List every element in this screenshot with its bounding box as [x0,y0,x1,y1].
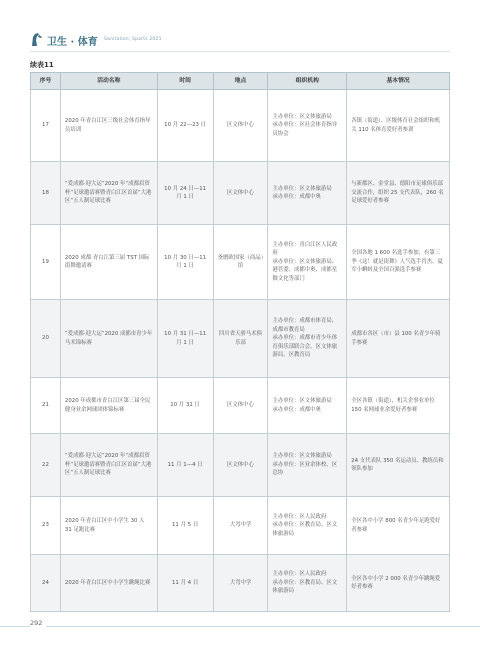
activity-time: 10 月 30 日—11 月 1 日 [157,225,213,300]
basic-info: 24 支代表队 350 名运动员、教练员和领队参加 [347,434,450,497]
activity-name: 2020 年成都市青白江区第三届全民健身业余网球团体锦标赛 [60,378,157,434]
table-row [31,378,450,434]
activity-name: 2020 年青白江区三级社会体育指导员培训 [60,90,157,162]
activity-place: 区文体中心 [213,90,268,162]
column-header: 序号 [31,73,61,90]
activity-place: 釜磨欧国家（商品）馆 [213,225,268,300]
organizer: 主办单位：区文体旅游局 承办单位：成都中奥 [268,162,347,225]
table-header-row [31,73,450,90]
activity-place: 四川省天骄马术俱乐部 [213,300,268,378]
basic-info: 各镇（街道）、区级体育社会组织和机关 110 名体育爱好者参训 [347,90,450,162]
page-header [30,30,460,50]
organizer: 主办单位：区文体旅游局 承办单位：区业余体校、区总协 [268,434,347,497]
table-row [31,225,450,300]
row-number: 21 [31,378,61,434]
column-header: 地点 [213,73,268,90]
organizer: 主办单位：区人民政府 承办单位：区教育局、区文体旅游局 [268,497,347,555]
table-row [31,90,450,162]
activity-place: 区文体中心 [213,434,268,497]
horse-logo-icon [30,31,44,47]
row-number: 20 [31,300,61,378]
basic-info: 与新都区、金堂县、德阳市足球俱乐部交流合作，组织 25 支代表队，260 名足球爱好者参赛 [347,162,450,225]
organizer: 主办单位：成都市体育局、成都市教育局 承办单位：成都市青少年体育俱乐部联合会、区文体旅游局、区教育局 [268,300,347,378]
organizer: 主办单位：青白江区人民政府 承办单位：区文体旅游局、港管委、成都中奥、成都星舞文化等部门 [268,225,347,300]
table-continuation-label: 续表11 [30,61,54,69]
row-number: 18 [31,162,61,225]
activity-place: 区文体中心 [213,162,268,225]
column-header: 活动名称 [60,73,157,90]
activity-time: 11 月 1—4 日 [157,434,213,497]
activity-time: 11 月 4 日 [157,555,213,612]
basic-info: 全区各中小学 2 000 名青少年跳绳爱好者参赛 [347,555,450,612]
column-header: 组织机构 [268,73,347,90]
activity-name: “爱成都·迎大运”2020 年“成都眉资杯”足球邀请赛暨青白江区首届“大港区”五人制足球比赛 [60,434,157,497]
basic-info: 全区各镇（街道），机关企事业单位 150 名网球业余爱好者参赛 [347,378,450,434]
row-number: 22 [31,434,61,497]
basic-info: 全国各地 1 600 名选手参加，有第三季《这！就是街舞》人气选手肖杰、夏军小蝌蚪及全国百强选手参赛 [347,225,450,300]
section-subtitle: Sanitation, Sports 2021 [104,37,162,42]
activity-time: 10 月 31 日 [157,378,213,434]
table-row [31,300,450,378]
column-header: 基本情况 [347,73,450,90]
table-row [31,555,450,612]
activity-name: “爱成都·迎大运”2020 成都市青少年马术锦标赛 [60,300,157,378]
header-rule [30,51,450,52]
events-table [30,72,450,612]
activity-time: 10 月 22—23 日 [157,90,213,162]
activity-time: 10 月 24 日—11 月 1 日 [157,162,213,225]
column-header: 时间 [157,73,213,90]
activity-time: 10 月 31 日—11 月 1 日 [157,300,213,378]
table-row [31,162,450,225]
page-number: 292 [30,619,46,627]
basic-info: 全区各中小学 800 名青少年足跑爱好者参赛 [347,497,450,555]
activity-time: 11 月 5 日 [157,497,213,555]
table-row [31,497,450,555]
activity-name: 2020 成都·青白江第三届 TST 国际街舞邀请赛 [60,225,157,300]
row-number: 17 [31,90,61,162]
row-number: 24 [31,555,61,612]
activity-name: 2020 年青白江区中小学生 30 人 31 足跑比赛 [60,497,157,555]
organizer: 主办单位：区文体旅游局 承办单位：成都中奥 [268,378,347,434]
organizer: 主办单位：区人民政府 承办单位：区教育局、区文体旅游局 [268,555,347,612]
organizer: 主办单位：区文体旅游局 承办单位：区社会体育指导员协会 [268,90,347,162]
basic-info: 成都市各区（市）县 100 名青少年骑手参赛 [347,300,450,378]
activity-place: 区文体中心 [213,378,268,434]
footer-rule [0,626,480,627]
section-title: 卫生 · 体育 [47,37,98,48]
table-row [31,434,450,497]
activity-place: 大弯中学 [213,555,268,612]
activity-name: “爱成都·迎大运”2020 年“成都眉资杯”足球邀请赛暨青白江区首届“大港区”五人制足球比赛 [60,162,157,225]
row-number: 19 [31,225,61,300]
activity-place: 大弯中学 [213,497,268,555]
row-number: 23 [31,497,61,555]
activity-name: 2020 年青白江区中小学生跳绳比赛 [60,555,157,612]
